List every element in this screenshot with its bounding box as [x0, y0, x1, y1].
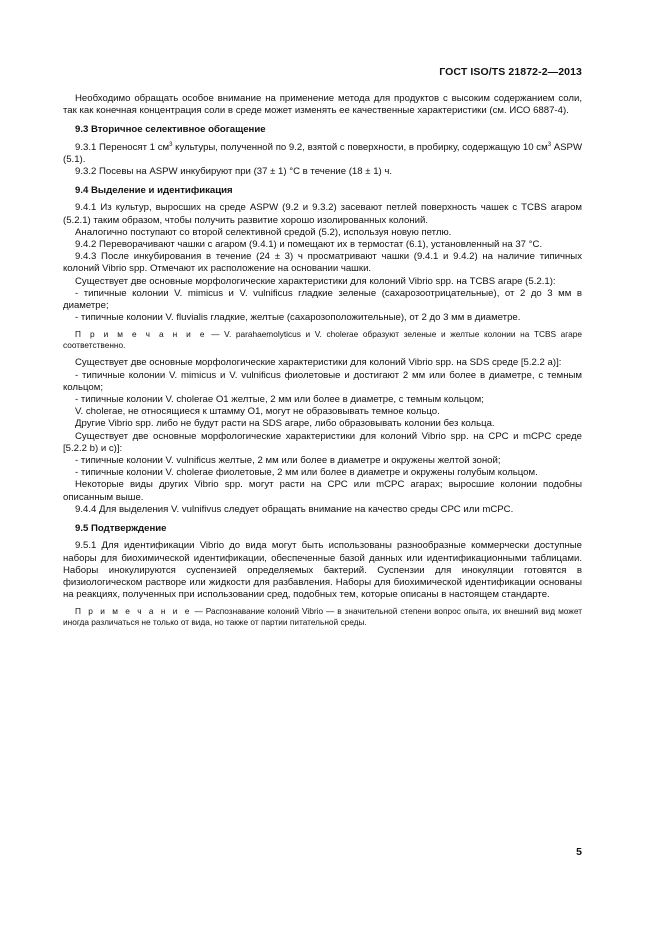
superscript-3: 3 — [547, 141, 552, 148]
page-number: 5 — [576, 846, 582, 858]
note-label: П р и м е ч а н и е — [75, 329, 207, 340]
note-label: П р и м е ч а н и е — [75, 606, 192, 617]
note-vibrio — [63, 606, 582, 628]
paragraph-intro: Необходимо обращать особое внимание на применение метода для продуктов с высоким содержанием соли, так как конечная концентрация соли в среде может изменять ее качественные характеристики (см. ИСО 6887-4). — [63, 93, 582, 117]
paragraph-sds-4: Другие Vibrio spp. либо не будут расти на SDS агаре, либо образовывать колонии без кольца. — [75, 418, 495, 430]
list-item: - типичные колонии V. fluvialis гладкие, желтые (сахарозоположительные), от 2 до 3 мм в диаметре. — [75, 312, 521, 324]
note-text: — Распознавание колоний Vibrio — в значительной степени вопрос опыта, их внешний вид может иногда различаться не только от вида, но также от партии питательной среды. — [63, 606, 582, 628]
paragraph-9-3-2: 9.3.2 Посевы на ASPW инкубируют при (37 ± 1) °С в течение (18 ± 1) ч. — [75, 166, 393, 178]
standard-header: ГОСТ ISO/TS 21872-2—2013 — [439, 66, 582, 78]
paragraph-cpc-3: Некоторые виды других Vibrio spp. могут расти на СРС или mCPC агарах; выросшие колонии подобны описанным выше. — [63, 479, 582, 503]
note-tcbs — [63, 329, 582, 351]
text-9-3-1-b: культуры, полученной по 9.2, взятой с поверхности, в пробирку, содержащую 10 см — [172, 141, 548, 153]
paragraph-tcbs: Существует две основные морфологические характеристики для колоний Vibrio spp. на TCBS агаре (5.2.1): — [75, 275, 556, 287]
paragraph-9-4-4: 9.4.4 Для выделения V. vulnifivus следует обращать внимание на качество среды СРС или mCPC. — [75, 503, 514, 515]
paragraph-9-4-2: 9.4.2 Переворачивают чашки с агаром (9.4.1) и помещают их в термостат (6.1), установленный на 37 °С. — [75, 239, 543, 251]
paragraph-9-3-1 — [63, 142, 582, 166]
paragraph-9-4-1: 9.4.1 Из культур, выросших на среде ASPW (9.2 и 9.3.2) засевают петлей поверхность чашек с TCBS агаром (5.2.1) таким образом, чтобы получить развитие хорошо изолированных колоний. — [63, 202, 582, 226]
list-item: - типичные колонии V. mimicus и V. vulnificus гладкие зеленые (сахарозоотрицательные), от 2 до 3 мм в диаметре; — [63, 287, 582, 312]
paragraph-cpc: Существует две основные морфологические характеристики для колоний Vibrio spp. на СРС и mCPC среде [5.2.2 b) и с)]: — [63, 430, 582, 454]
heading-9-5: 9.5 Подтверждение — [75, 523, 167, 535]
list-item: - типичные колонии V. vulnificus желтые, 2 мм или более в диаметре и окружены желтой зоной; — [75, 455, 501, 467]
paragraph-sds: Существует две основные морфологические характеристики для колоний Vibrio spp. на SDS среде [5.2.2 а)]: — [75, 357, 562, 369]
list-item: - типичные колонии V. cholerae фиолетовые, 2 мм или более в диаметре и окружены голубым кольцом. — [75, 467, 538, 479]
paragraph-9-5-1: 9.5.1 Для идентификации Vibrio до вида могут быть использованы разнообразные коммерчески доступные наборы для биохимической идентификации, обеспеченные базой данных или идентификационными таблицами. Наборы инокулируются суспензией определяемых бактерий. Суспензии для инокуляции готовятся в физиологическом растворе или жидкости для разбавления. Наборы для биохимической идентификации основаны на реакциях, полученных при использовании сред, подобных тем, которые описаны в настоящем стандарте. — [63, 540, 582, 601]
note-text: — V. parahaemolyticus и V. cholerae образуют зеленые и желтые колонии на TCBS агаре соответственно. — [63, 329, 582, 351]
list-item: - типичные колонии V. mimicus и V. vulnificus фиолетовые и достигают 2 мм или более в диаметре, с темным кольцом; — [63, 369, 582, 393]
document-body — [63, 93, 582, 634]
text-9-3-1-c: ASPW (5.1). — [63, 141, 582, 165]
superscript-3: 3 — [169, 141, 173, 148]
text-9-3-1-a: 9.3.1 Переносят 1 см — [75, 141, 170, 153]
paragraph-sds-3: V. cholerae, не относящиеся к штамму O1, могут не образовывать темное кольцо. — [75, 406, 440, 418]
list-item: - типичные колонии V. cholerae O1 желтые, 2 мм или более в диаметре, с темным кольцом; — [75, 394, 484, 406]
paragraph-9-4-1b: Аналогично поступают со второй селективной средой (5.2), используя новую петлю. — [75, 226, 452, 238]
heading-9-3: 9.3 Вторичное селективное обогащение — [75, 124, 266, 136]
paragraph-9-4-3: 9.4.3 После инкубирования в течение (24 ± 3) ч просматривают чашки (9.4.1 и 9.4.2) на наличие типичных колоний Vibrio spp. Отмечают их расположение на основании чашки. — [63, 251, 582, 275]
heading-9-4: 9.4 Выделение и идентификация — [75, 185, 233, 197]
